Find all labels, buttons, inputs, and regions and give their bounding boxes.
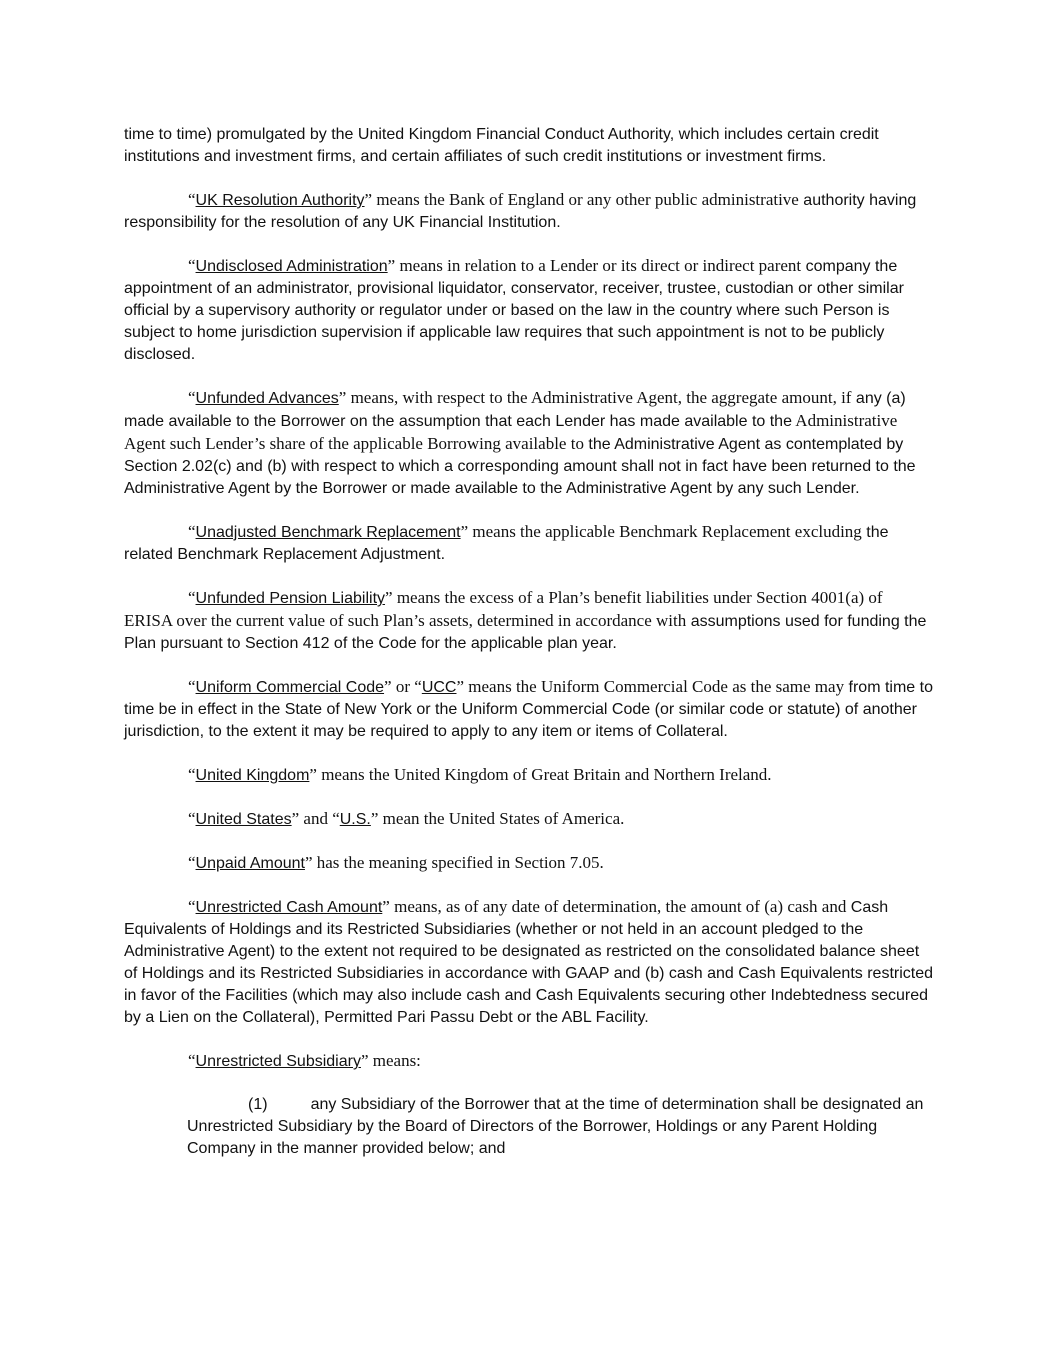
defined-term: Unfunded Advances (195, 390, 339, 407)
definition-unrestricted-subsidiary: “Unrestricted Subsidiary” means: (188, 1051, 421, 1070)
defined-term: Unfunded Pension Liability (195, 590, 386, 607)
definition-undisclosed-administration: “Undisclosed Administration” means in relation to a Lender or its direct or indirect parent company the appointment of an administrator, provisional liquidator, conservator, receiver, trustee, custodian or other similar official by a supervisory authority or regulator under or based on the law in the country where such Person is subject to home jurisdiction supervision if applicable law requires that such appointment is not to be publicly disclosed. (124, 256, 904, 363)
continuation-paragraph: time to time) promulgated by the United Kingdom Financial Conduct Authority, which includes certain credit institutions and investment firms, and certain affiliates of such credit institutions or investment firms. (124, 126, 879, 165)
definition-unrestricted-cash-amount: “Unrestricted Cash Amount” means, as of any date of determination, the amount of (a) cash and Cash Equivalents of Holdings and its Restricted Subsidiaries (whether or not held in an account pledged to the Administrative Agent) to the extent not required to be designated as restricted on the consolidated balance sheet of Holdings and its Restricted Subsidiaries in accordance with GAAP and (b) cash and Cash Equivalents restricted in favor of the Facilities (which may also include cash and Cash Equivalents securing other Indebtedness secured by a Lien on the Collateral), Permitted Pari Passu Debt or the ABL Facility. (124, 897, 934, 1026)
defined-term: Unrestricted Cash Amount (195, 899, 383, 916)
definition-unfunded-pension-liability: “Unfunded Pension Liability” means the excess of a Plan’s benefit liabilities under Section 4001(a) of ERISA over the current value of such Plan’s assets, determined in accordance with assumptions used for funding the Plan pursuant to Section 412 of the Code for the applicable plan year. (124, 588, 927, 652)
defined-term: Unadjusted Benchmark Replacement (195, 524, 461, 541)
defined-term: Undisclosed Administration (195, 258, 388, 275)
defined-term: Unpaid Amount (195, 855, 305, 872)
defined-term: UK Resolution Authority (195, 192, 365, 209)
defined-term: Uniform Commercial Code (195, 679, 385, 696)
definition-unadjusted-benchmark-replacement: “Unadjusted Benchmark Replacement” means the applicable Benchmark Replacement excluding the related Benchmark Replacement Adjustment. (124, 522, 889, 563)
definition-unpaid-amount: “Unpaid Amount” has the meaning specified in Section 7.05. (188, 853, 604, 872)
defined-term: United Kingdom (195, 767, 310, 784)
list-item-text: any Subsidiary of the Borrower that at the time of determination shall be designated an Unrestricted Subsidiary by the Board of Directors of the Borrower, Holdings or any Parent Holding Company in the manner provided below; and (187, 1096, 924, 1157)
definition-united-states: “United States” and “U.S.” mean the United States of America. (188, 809, 625, 828)
definition-uk-resolution-authority: “UK Resolution Authority” means the Bank of England or any other public administrative authority having responsibility for the resolution of any UK Financial Institution. (124, 190, 917, 231)
definition-uniform-commercial-code: “Uniform Commercial Code” or “UCC” means the Uniform Commercial Code as the same may from time to time be in effect in the State of New York or the Uniform Commercial Code (or similar code or statute) of another jurisdiction, to the extent it may be required to apply to any item or items of Collateral. (124, 677, 933, 740)
defined-term: U.S. (339, 811, 371, 828)
defined-term: UCC (421, 679, 457, 696)
list-item-number: (1) (248, 1096, 268, 1113)
document-page (124, 124, 934, 1181)
definition-united-kingdom: “United Kingdom” means the United Kingdom of Great Britain and Northern Ireland. (188, 765, 772, 784)
defined-term: Unrestricted Subsidiary (195, 1053, 361, 1070)
list-item (187, 1094, 934, 1160)
defined-term: United States (195, 811, 292, 828)
definition-unfunded-advances: “Unfunded Advances” means, with respect to the Administrative Agent, the aggregate amount, if any (a) made available to the Borrower on the assumption that each Lender has made available to the Administrative Agent such Lender’s share of the applicable Borrowing available to the Administrative Agent as contemplated by Section 2.02(c) and (b) with respect to which a corresponding amount shall not in fact have been returned to the Administrative Agent by the Borrower or made available to the Administrative Agent by any such Lender. (124, 388, 916, 497)
